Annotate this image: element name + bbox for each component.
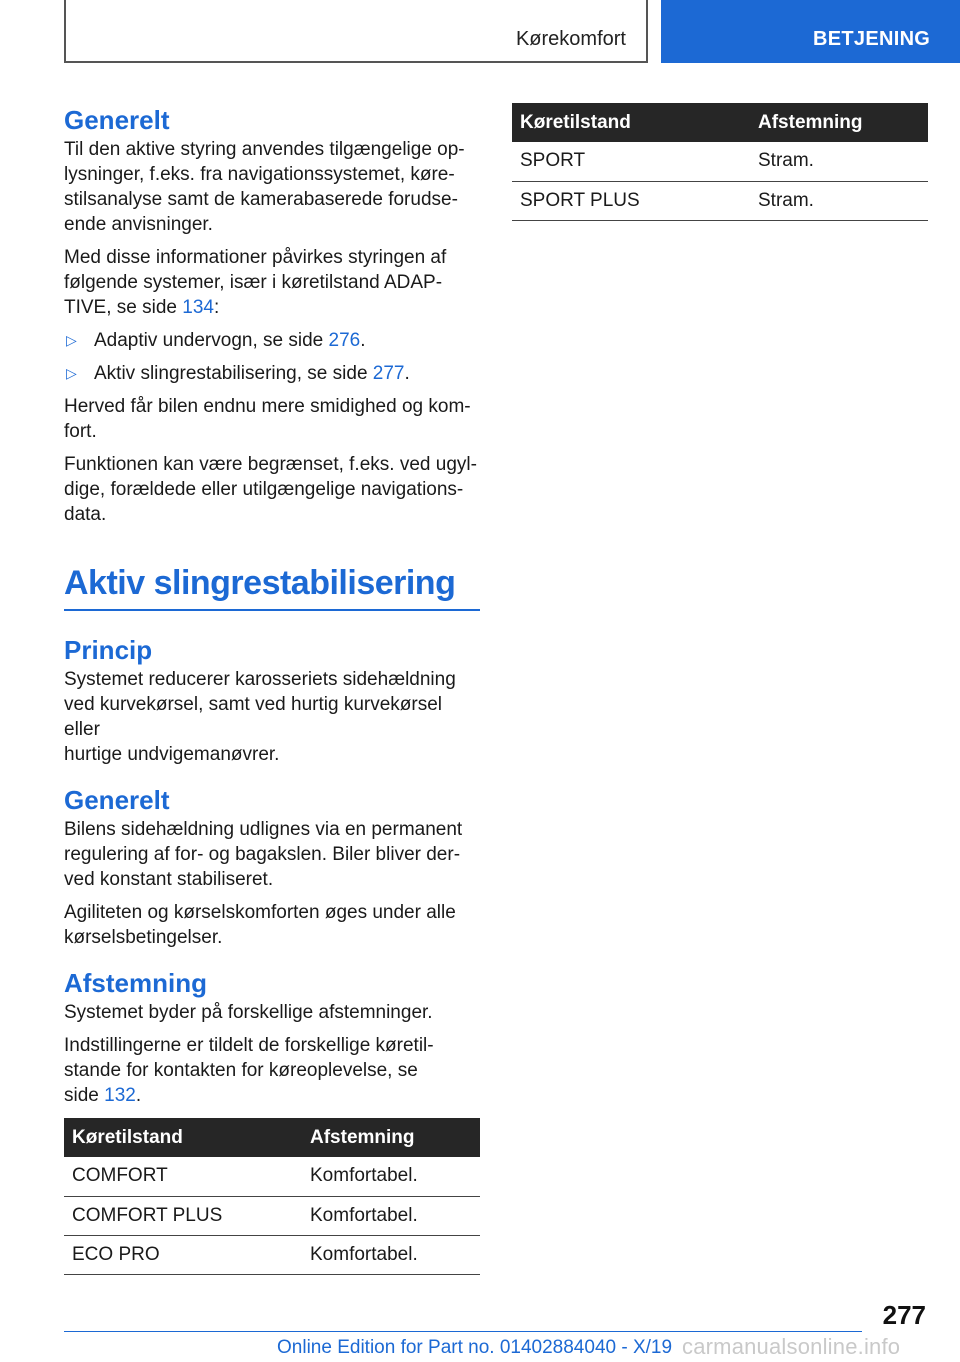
column-header: Køretilstand: [64, 1118, 302, 1157]
table-row: [64, 1235, 480, 1274]
paragraph-generelt-systems: Med disse informationer påvirkes styringen af følgende systemer, især i køretilstand ADAP- TIVE, se side 134:: [64, 247, 447, 318]
heading-afstemning: Afstemning: [64, 968, 207, 998]
triangle-bullet-icon: ▷: [66, 365, 77, 381]
paragraph-begraenset: Funktionen kan være begrænset, f.eks. ved ugyl- dige, forældede eller utilgængelige navigations- data.: [64, 454, 477, 525]
footer-edition-text: Online Edition for Part no. 01402884040 - X/19: [277, 1337, 673, 1358]
table-cell: Komfortabel.: [302, 1196, 480, 1235]
heading-generelt-1: Generelt: [64, 105, 170, 135]
paragraph-indstillinger: Indstillingerne er tildelt de forskellige køretil- stande for kontakten for køreoplevelse, se side 132.: [64, 1035, 434, 1106]
table-cell: Stram.: [750, 181, 928, 220]
right-column: [512, 103, 928, 221]
table-cell: Komfortabel.: [302, 1235, 480, 1274]
header-section-title: Kørekomfort: [515, 28, 626, 50]
table-cell: Komfortabel.: [302, 1157, 480, 1196]
heading-princip: Princip: [64, 635, 153, 665]
left-column: [64, 103, 480, 1275]
table-cell: SPORT PLUS: [512, 181, 750, 220]
table-cell: COMFORT PLUS: [64, 1196, 302, 1235]
table-afstemning-comfort: [64, 1118, 480, 1275]
paragraph-afstemninger: Systemet byder på forskellige afstemninger.: [64, 1002, 433, 1023]
table-row: [64, 1157, 480, 1196]
table-row: [64, 1196, 480, 1235]
paragraph-generelt-intro: Til den aktive styring anvendes tilgængelige op- lysninger, f.eks. fra navigationssystemet, køre- stilsanalyse samt de kamerabaserede forudse- ende anvisninger.: [64, 139, 465, 235]
page-ref-link-134[interactable]: 134: [182, 297, 214, 318]
header-section-box: [64, 0, 648, 63]
heading-aktiv-slingrestabilisering: Aktiv slingrestabilisering: [64, 561, 480, 611]
page-ref-link-132[interactable]: 132: [104, 1085, 136, 1106]
table-header-row: [512, 103, 928, 142]
paragraph-sidehaeldning: Bilens sidehældning udlignes via en permanent regulering af for- og bagakslen. Biler bliver der- ved konstant stabiliseret.: [64, 819, 463, 890]
paragraph-princip: Systemet reducerer karosseriets sidehældning ved kurvekørsel, samt ved hurtig kurvekørsel eller hurtige undvigemanøvrer.: [64, 669, 456, 765]
table-row: [512, 142, 928, 181]
heading-generelt-2: Generelt: [64, 785, 170, 815]
page-ref-link-276[interactable]: 276: [328, 330, 361, 351]
table-row: [512, 181, 928, 220]
table-header-row: [64, 1118, 480, 1157]
table-cell: COMFORT: [64, 1157, 302, 1196]
page-number: 277: [882, 1300, 926, 1330]
column-header: Afstemning: [750, 103, 928, 142]
bullet-list: [64, 328, 480, 386]
table-cell: SPORT: [512, 142, 750, 181]
watermark: carmanualsonline.info: [682, 1334, 901, 1359]
page-ref-link-277[interactable]: 277: [372, 363, 405, 384]
list-item: ▷ Adaptiv undervogn, se side 276.: [66, 330, 366, 351]
table-cell: ECO PRO: [64, 1235, 302, 1274]
list-item: ▷ Aktiv slingrestabilisering, se side 277.: [66, 363, 410, 384]
table-afstemning-sport: [512, 103, 928, 221]
triangle-bullet-icon: ▷: [66, 332, 77, 348]
table-cell: Stram.: [750, 142, 928, 181]
column-header: Køretilstand: [512, 103, 750, 142]
paragraph-smidighed: Herved får bilen endnu mere smidighed og kom- fort.: [64, 396, 471, 442]
footer-divider: [64, 1331, 862, 1332]
paragraph-agilitet: Agiliteten og kørselskomforten øges under alle kørselsbetingelser.: [64, 902, 456, 948]
column-header: Afstemning: [302, 1118, 480, 1157]
header-chapter-tab: BETJENING: [661, 0, 960, 63]
